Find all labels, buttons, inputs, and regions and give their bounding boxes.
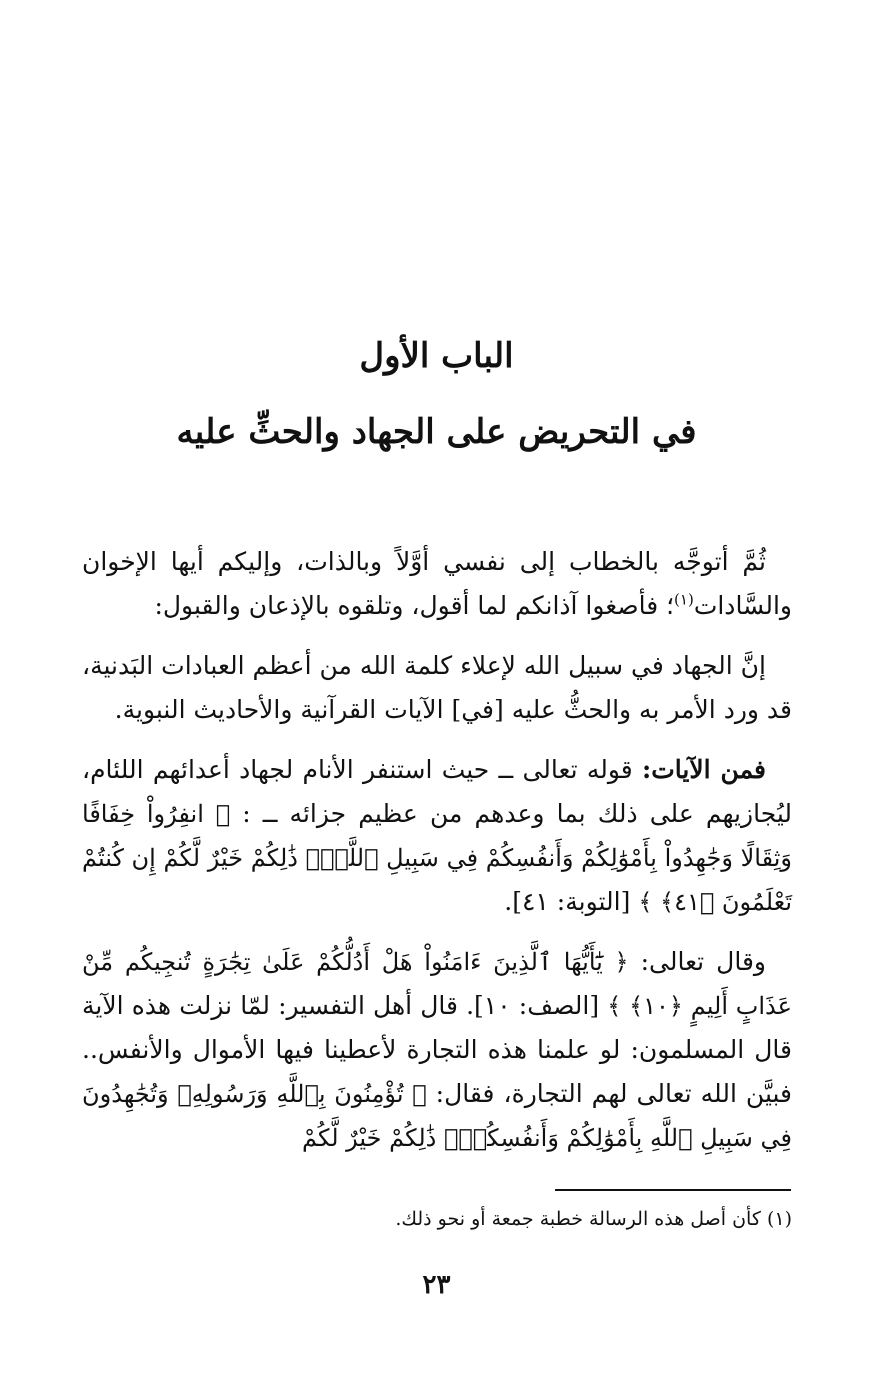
intro-text-end: ؛ فأصغوا آذانكم لما أقول، وتلقوه بالإذعان والقبول: (154, 591, 675, 620)
trade-explanation-text: [الصف: ١٠]. قال أهل التفسير: لمّا نزلت هذه الآية قال المسلمون: لو علمنا هذه التجارة لأعطينا فيها الأموال والأنفس.. فبيَّن الله تعالى لهم التجارة، فقال: (82, 991, 793, 1108)
footnote-text: كأن أصل هذه الرسالة خطبة جمعة أو نحو ذلك. (395, 1208, 761, 1230)
quran-verse-tawbah: ﴿ انفِرُواْ خِفَافًا وَثِقَالًا وَجَٰهِدُواْ بِأَمْوَٰلِكُمْ وَأَنفُسِكُمْ فِي سَبِيلِ ٱللَّهِۚ ذَٰلِكُمْ خَيْرٌ لَّكُمْ إِن كُنتُمْ تَعْلَمُونَ ﴿٤١﴾ ﴾ (82, 800, 793, 916)
paragraph-trade (82, 940, 792, 1160)
verse-citation-tawbah: [التوبة: ٤١]. (504, 887, 639, 916)
verses-intro-text: قوله تعالى ــ حيث استنفر الأنام لجهاد أعدائهم اللئام، ليُجازيهم على ذلك بما وعدهم من عظيم جزائه ــ : (82, 755, 792, 828)
footnote-divider (555, 1189, 791, 1191)
paragraph-intro (82, 540, 792, 628)
intro-text: ثُمَّ أتوجَّه بالخطاب إلى نفسي أوَّلاً وبالذات، وإليكم أيها الإخوان والسَّادات (82, 547, 792, 620)
footnote-reference: (١) (674, 590, 694, 609)
trade-intro-text: وقال تعالى: (628, 947, 766, 976)
quran-verse-saff-11: ﴿ تُؤْمِنُونَ بِٱللَّهِ وَرَسُولِهِۦ وَتُجَٰهِدُونَ فِي سَبِيلِ ٱللَّهِ بِأَمْوَٰلِكُمْ وَأَنفُسِكُمْۚ ذَٰلِكُمْ خَيْرٌ لَّكُمْ (82, 1080, 792, 1152)
paragraph-verses (82, 748, 792, 924)
footnote-marker: (١) (766, 1208, 792, 1230)
paragraph-jihad-virtue: إنَّ الجهاد في سبيل الله لإعلاء كلمة الله من أعظم العبادات البَدنية، قد ورد الأمر به والحثُّ عليه [في] الآيات القرآنية والأحاديث النبوية. (82, 651, 792, 724)
quran-verse-saff: ﴿ يَٰٓأَيُّهَا ٱلَّذِينَ ءَامَنُواْ هَلْ أَدُلُّكُمْ عَلَىٰ تِجَٰرَةٍ تُنجِيكُم مِّنْ عَذَابٍ أَلِيمٍ ﴿١٠﴾ ﴾ (82, 948, 792, 1020)
body-text (82, 540, 792, 1176)
chapter-title: الباب الأول (359, 336, 514, 376)
verses-lead: فمن الآيات: (641, 755, 766, 784)
page-number: ٢٣ (422, 1270, 451, 1300)
chapter-subtitle: في التحريض على الجهاد والحثِّ عليه (176, 412, 697, 452)
footnote (82, 1204, 792, 1234)
